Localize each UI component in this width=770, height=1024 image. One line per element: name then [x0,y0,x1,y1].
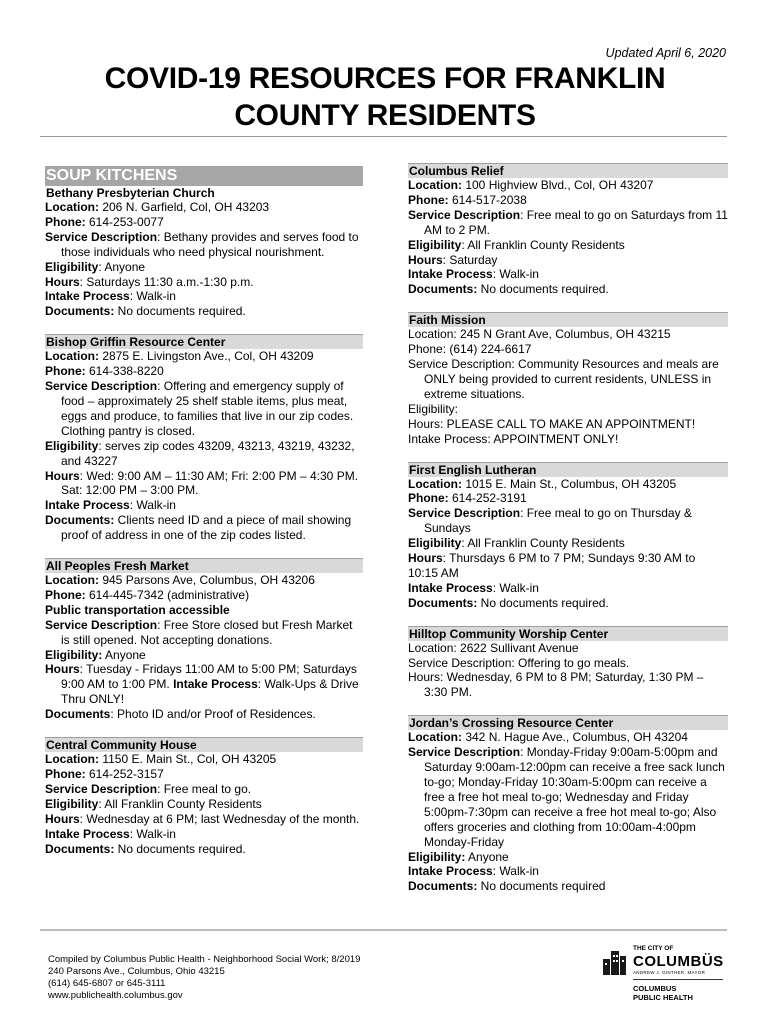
entry-service: Service Description: Community Resources and meals are ONLY being provided to current residents, UNLESS in extreme situations. [408,357,719,401]
entry-name: All Peoples Fresh Market [45,558,363,573]
entry-phone: Phone: (614) 224-6617 [408,342,532,357]
entry-hours: Hours: Saturday [408,252,498,267]
footer-compiled: Compiled by Columbus Public Health - Neighborhood Social Work; 8/2019 [48,954,361,965]
logo-dept-line-2: PUBLIC HEALTH [633,993,693,1002]
entry-location: Location: 1015 E. Main St., Columbus, OH 43205 [408,476,677,491]
entry-documents: Documents: No documents required. [408,595,609,610]
entry-name: Bishop Griffin Resource Center [45,334,363,349]
entry-location: Location: 2875 E. Livingston Ave., Col, OH 43209 [45,349,314,364]
entry-name: Hilltop Community Worship Center [408,626,728,641]
entry-name: Jordan’s Crossing Resource Center [408,715,728,730]
logo-dept-line-1: COLUMBUS [633,984,677,993]
entry-service: Service Description: Bethany provides and serves food to those individuals who need physical nourishment. [45,229,359,259]
page-title [40,60,730,134]
footer-phone: (614) 645-6807 or 645-3111 [48,978,166,989]
section-header-soup-kitchens: SOUP KITCHENS [45,166,363,186]
entry-phone: Phone: 614-445-7342 (administrative) [45,587,250,602]
logo-columbus: COLUMBÜS [633,953,724,970]
logo-department [633,984,693,1002]
footer-address: 240 Parsons Ave., Columbus, Ohio 43215 [48,966,225,977]
entry-eligibility: Eligibility: Anyone [45,259,146,274]
footer [48,954,360,1002]
entry-bethany [45,186,363,319]
city-of-columbus-logo [600,945,730,1007]
entry-intake: Intake Process: Walk-in [408,580,539,595]
logo-divider [633,979,723,980]
entry-bishop-griffin [45,334,363,543]
entry-eligibility: Eligibility: Anyone [408,849,509,864]
entry-documents: Documents: No documents required. [408,282,609,297]
entry-name: First English Lutheran [408,462,728,477]
city-skyline-icon [600,947,630,977]
entry-name: Central Community House [45,737,363,752]
entry-service: Service Description: Free meal to go on Thursday & Sundays [408,506,692,536]
entry-intake: Intake Process: Walk-in [408,267,539,282]
entry-service: Service Description: Free meal to go on Saturdays from 11 AM to 2 PM. [408,207,728,237]
entry-service: Service Description: Offering and emergency supply of food – approximately 25 shelf stable items, plus meat, eggs and produce, to families that live in our zip codes. Clothing pantry is closed. [45,379,354,438]
entry-intake: Intake Process: Walk-in [45,498,176,513]
entry-eligibility: Eligibility: Anyone [45,647,146,662]
entry-documents: Documents: Photo ID and/or Proof of Residences. [45,707,316,722]
entry-name: Bethany Presbyterian Church [46,186,215,200]
title-line-2: COUNTY RESIDENTS [234,99,536,132]
entry-location: Location: 2622 Sullivant Avenue [408,640,579,655]
entry-hours: Hours: Wednesday at 6 PM; last Wednesday of the month. [45,811,360,826]
entry-central-community [45,737,363,856]
entry-hours: Hours: PLEASE CALL TO MAKE AN APPOINTMENT! [408,416,696,431]
entry-phone: Phone: 614-338-8220 [45,364,164,379]
entry-eligibility: Eligibility: All Franklin County Residents [408,536,625,551]
entry-phone: Phone: 614-253-0077 [45,214,164,229]
entry-name: Columbus Relief [408,163,728,178]
entry-hilltop [408,626,728,701]
entry-service: Service Description: Free meal to go. [45,781,252,796]
entry-documents: Documents: No documents required. [45,304,246,319]
entry-hours: Hours: Wednesday, 6 PM to 8 PM; Saturday, 1:30 PM – 3:30 PM. [408,670,704,700]
entry-phone: Phone: 614-252-3191 [408,491,527,506]
updated-date: Updated April 6, 2020 [605,46,726,60]
entry-intake: Intake Process: Walk-in [408,864,539,879]
entry-eligibility: Eligibility: serves zip codes 43209, 43213, 43219, 43232, and 43227 [45,438,355,468]
logo-mayor: ANDREW J. GINTHER, MAYOR [633,970,706,975]
entry-eligibility: Eligibility: All Franklin County Residents [45,796,262,811]
entry-name: Faith Mission [408,312,728,327]
entry-columbus-relief [408,163,728,297]
entry-service: Service Description: Monday-Friday 9:00am-5:00pm and Saturday 9:00am-12:00pm can receive a free sack lunch to-go; Monday-Friday 10:30am-5:00pm can receive a free a free hot meal to-go; Wednesday and Friday 5:00pm-7:30pm can receive a free hot meal to-go; Also offers groceries and clothing from 10:00am-4:00pm Monday-Friday [408,745,725,849]
entry-service: Service Description: Offering to go meals. [408,655,630,670]
entry-phone: Phone: 614-517-2038 [408,192,527,207]
title-divider [40,136,727,137]
entry-hours: Hours: Saturdays 11:30 a.m.-1:30 p.m. [45,274,254,289]
logo-city-of: THE CITY OF [633,945,674,952]
entry-transport: Public transportation accessible [45,602,230,617]
entry-phone: Phone: 614-252-3157 [45,767,164,781]
entry-location: Location: 945 Parsons Ave, Columbus, OH 43206 [45,573,315,588]
entry-jordans-crossing [408,715,728,894]
entry-documents: Documents: No documents required. [45,841,246,856]
entry-intake: Intake Process: Walk-in [45,826,176,841]
entry-hours: Hours: Tuesday - Fridays 11:00 AM to 5:00 PM; Saturdays 9:00 AM to 1:00 PM. Intake Process: Walk-Ups & Drive Thru ONLY! [45,662,359,707]
entry-service: Service Description: Free Store closed but Fresh Market is still opened. Not accepting donations. [45,617,353,647]
entry-faith-mission [408,312,728,446]
entry-hours: Hours: Wed: 9:00 AM – 11:30 AM; Fri: 2:00 PM – 4:30 PM. Sat: 12:00 PM – 3:00 PM. [45,468,359,498]
right-column [408,163,728,909]
entry-location: Location: 100 Highview Blvd., Col, OH 43207 [408,178,654,192]
title-line-1: COVID-19 RESOURCES FOR FRANKLIN [104,62,666,95]
entry-documents: Documents: No documents required [408,879,606,894]
entry-location: Location: 1150 E. Main St., Col, OH 43205 [45,752,277,767]
entry-location: Location: 342 N. Hague Ave., Columbus, OH 43204 [408,730,688,745]
entry-all-peoples [45,558,363,722]
entry-eligibility: Eligibility: All Franklin County Residents [408,237,625,252]
left-column [45,163,363,871]
entry-hours: Hours: Thursdays 6 PM to 7 PM; Sundays 9:30 AM to 10:15 AM [408,551,696,580]
entry-intake: Intake Process: APPOINTMENT ONLY! [408,431,619,446]
entry-first-english [408,462,728,611]
footer-website: www.publichealth.columbus.gov [48,990,183,1001]
entry-location: Location: 206 N. Garfield, Col, OH 43203 [45,200,270,214]
entry-intake: Intake Process: Walk-in [45,289,176,304]
entry-documents: Documents: Clients need ID and a piece of mail showing proof of address in one of the zip codes listed. [45,513,352,543]
footer-divider [40,929,727,931]
entry-location: Location: 245 N Grant Ave, Columbus, OH 43215 [408,327,671,342]
entry-eligibility: Eligibility: [408,401,459,416]
